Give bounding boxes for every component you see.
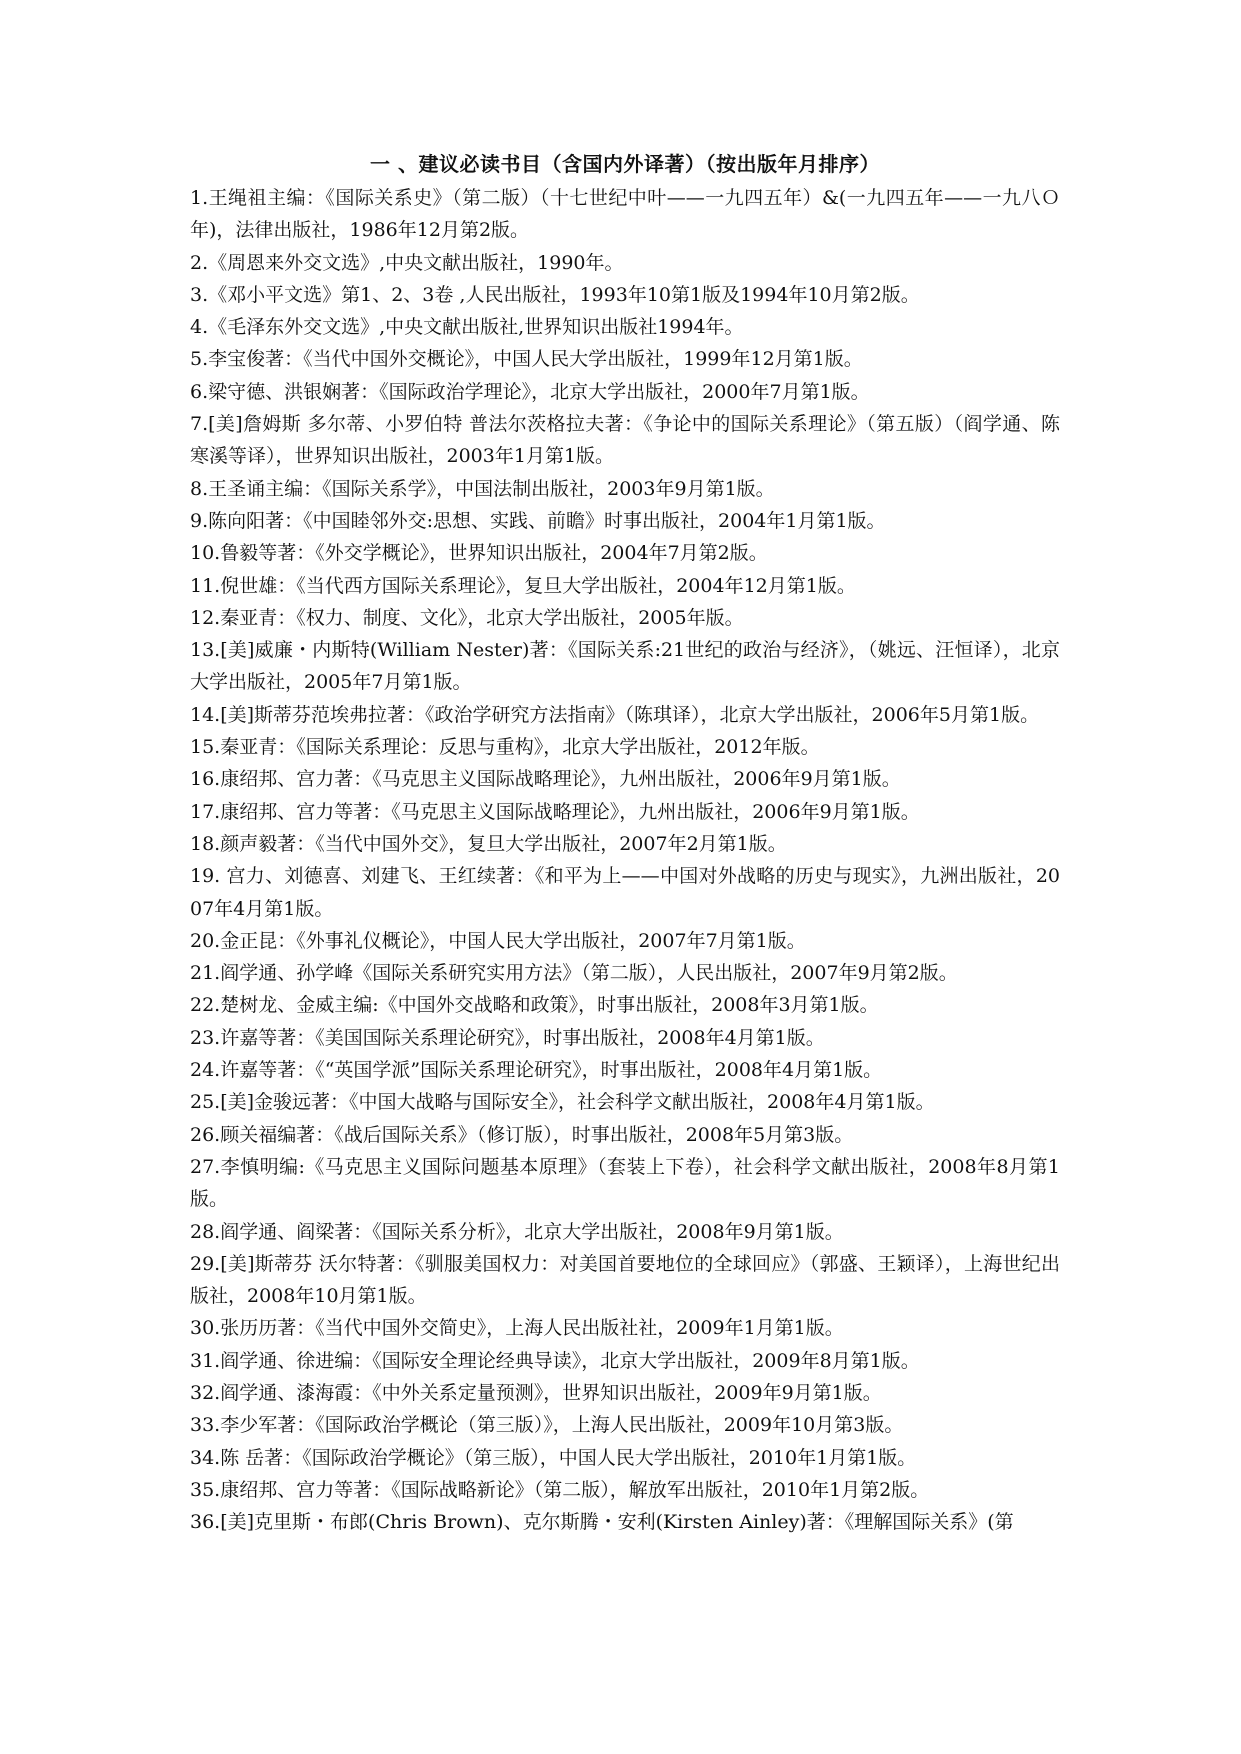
list-item: 14.[美]斯蒂芬范埃弗拉著：《政治学研究方法指南》（陈琪译），北京大学出版社，2006年5月第1版。 bbox=[190, 703, 1040, 726]
list-item: 28.阎学通、阎梁著：《国际关系分析》，北京大学出版社，2008年9月第1版。 bbox=[190, 1220, 844, 1243]
list-item: 35.康绍邦、宫力等著：《国际战略新论》（第二版），解放军出版社，2010年1月第2版。 bbox=[190, 1478, 930, 1501]
list-item: 11.倪世雄：《当代西方国际关系理论》，复旦大学出版社，2004年12月第1版。 bbox=[190, 574, 856, 597]
list-item: 4.《毛泽东外交文选》,中央文献出版社,世界知识出版社1994年。 bbox=[190, 316, 744, 339]
reading-list bbox=[190, 182, 1060, 1538]
list-item: 8.王圣诵主编：《国际关系学》，中国法制出版社，2003年9月第1版。 bbox=[190, 477, 775, 500]
list-item: 32.阎学通、漆海霞：《中外关系定量预测》，世界知识出版社，2009年9月第1版。 bbox=[190, 1381, 882, 1404]
list-item: 36.[美]克里斯・布郎(Chris Brown)、克尔斯腾・安利(Kirsten Ainley)著：《理解国际关系》(第 bbox=[190, 1511, 1014, 1534]
list-item: 26.顾关福编著：《战后国际关系》（修订版），时事出版社，2008年5月第3版。 bbox=[190, 1123, 854, 1146]
list-item: 6.梁守德、洪银娴著：《国际政治学理论》，北京大学出版社，2000年7月第1版。 bbox=[190, 380, 870, 403]
list-item: 25.[美]金骏远著：《中国大战略与国际安全》，社会科学文献出版社，2008年4月第1版。 bbox=[190, 1091, 935, 1114]
list-item: 18.颜声毅著：《当代中国外交》，复旦大学出版社，2007年2月第1版。 bbox=[190, 832, 787, 855]
list-item: 7.[美]詹姆斯 多尔蒂、小罗伯特 普法尔茨格拉夫著：《争论中的国际关系理论》（第五版）（阎学通、陈寒溪等译），世界知识出版社，2003年1月第1版。 bbox=[190, 413, 1060, 468]
list-item: 3.《邓小平文选》第1、2、3卷 ,人民出版社，1993年10第1版及1994年10月第2版。 bbox=[190, 283, 920, 306]
list-item: 10.鲁毅等著：《外交学概论》，世界知识出版社，2004年7月第2版。 bbox=[190, 542, 768, 565]
list-item: 27.李慎明编:《马克思主义国际问题基本原理》（套装上下卷），社会科学文献出版社，2008年8月第1版。 bbox=[190, 1155, 1060, 1211]
page-title: 一 、建议必读书目（含国内外译著）（按出版年月排序） bbox=[370, 152, 880, 176]
list-item: 17.康绍邦、宫力等著：《马克思主义国际战略理论》，九州出版社，2006年9月第1版。 bbox=[190, 800, 920, 823]
list-item: 2.《周恩来外交文选》,中央文献出版社，1990年。 bbox=[190, 251, 624, 274]
list-item: 22.楚树龙、金威主编:《中国外交战略和政策》，时事出版社，2008年3月第1版。 bbox=[190, 994, 879, 1017]
list-item: 12.秦亚青：《权力、制度、文化》，北京大学出版社，2005年版。 bbox=[190, 606, 744, 629]
list-item: 34.陈 岳著：《国际政治学概论》（第三版），中国人民大学出版社，2010年1月第1版。 bbox=[190, 1446, 917, 1469]
list-item: 13.[美]威廉・内斯特(William Nester)著：《国际关系:21世纪的政治与经济》，（姚远、汪恒译），北京大学出版社，2005年7月第1版。 bbox=[190, 639, 1060, 694]
list-item: 31.阎学通、徐进编：《国际安全理论经典导读》，北京大学出版社，2009年8月第1版。 bbox=[190, 1349, 920, 1372]
list-item: 15.秦亚青：《国际关系理论：反思与重构》，北京大学出版社，2012年版。 bbox=[190, 736, 820, 759]
list-item: 20.金正昆：《外事礼仪概论》，中国人民大学出版社，2007年7月第1版。 bbox=[190, 929, 806, 952]
list-item: 33.李少军著：《国际政治学概论（第三版）》，上海人民出版社，2009年10月第3版。 bbox=[190, 1414, 904, 1437]
list-item: 5.李宝俊著：《当代中国外交概论》，中国人民大学出版社，1999年12月第1版。 bbox=[190, 348, 863, 371]
list-item: 9.陈向阳著：《中国睦邻外交:思想、实践、前瞻》时事出版社，2004年1月第1版。 bbox=[190, 509, 886, 532]
list-item: 1.王绳祖主编：《国际关系史》（第二版）（十七世纪中叶——一九四五年）&(一九四五年——一九八Ｏ年)，法律出版社，1986年12月第2版。 bbox=[190, 187, 1060, 242]
list-item: 29.[美]斯蒂芬 沃尔特著：《驯服美国权力：对美国首要地位的全球回应》（郭盛、王颖译），上海世纪出版社，2008年10月第1版。 bbox=[190, 1252, 1060, 1308]
list-item: 16.康绍邦、宫力著：《马克思主义国际战略理论》，九州出版社，2006年9月第1版。 bbox=[190, 768, 901, 791]
list-item: 24.许嘉等著：《“英国学派”国际关系理论研究》，时事出版社，2008年4月第1版。 bbox=[190, 1059, 883, 1082]
list-item: 23.许嘉等著：《美国国际关系理论研究》，时事出版社，2008年4月第1版。 bbox=[190, 1026, 825, 1049]
list-item: 30.张历历著：《当代中国外交简史》，上海人民出版社社，2009年1月第1版。 bbox=[190, 1317, 844, 1340]
list-item: 19. 宫力、刘德喜、刘建飞、王红续著：《和平为上——中国对外战略的历史与现实》，九洲出版社，2007年4月第1版。 bbox=[190, 865, 1060, 920]
document-page bbox=[190, 148, 1060, 1538]
list-item: 21.阎学通、孙学峰《国际关系研究实用方法》（第二版），人民出版社，2007年9月第2版。 bbox=[190, 962, 958, 985]
